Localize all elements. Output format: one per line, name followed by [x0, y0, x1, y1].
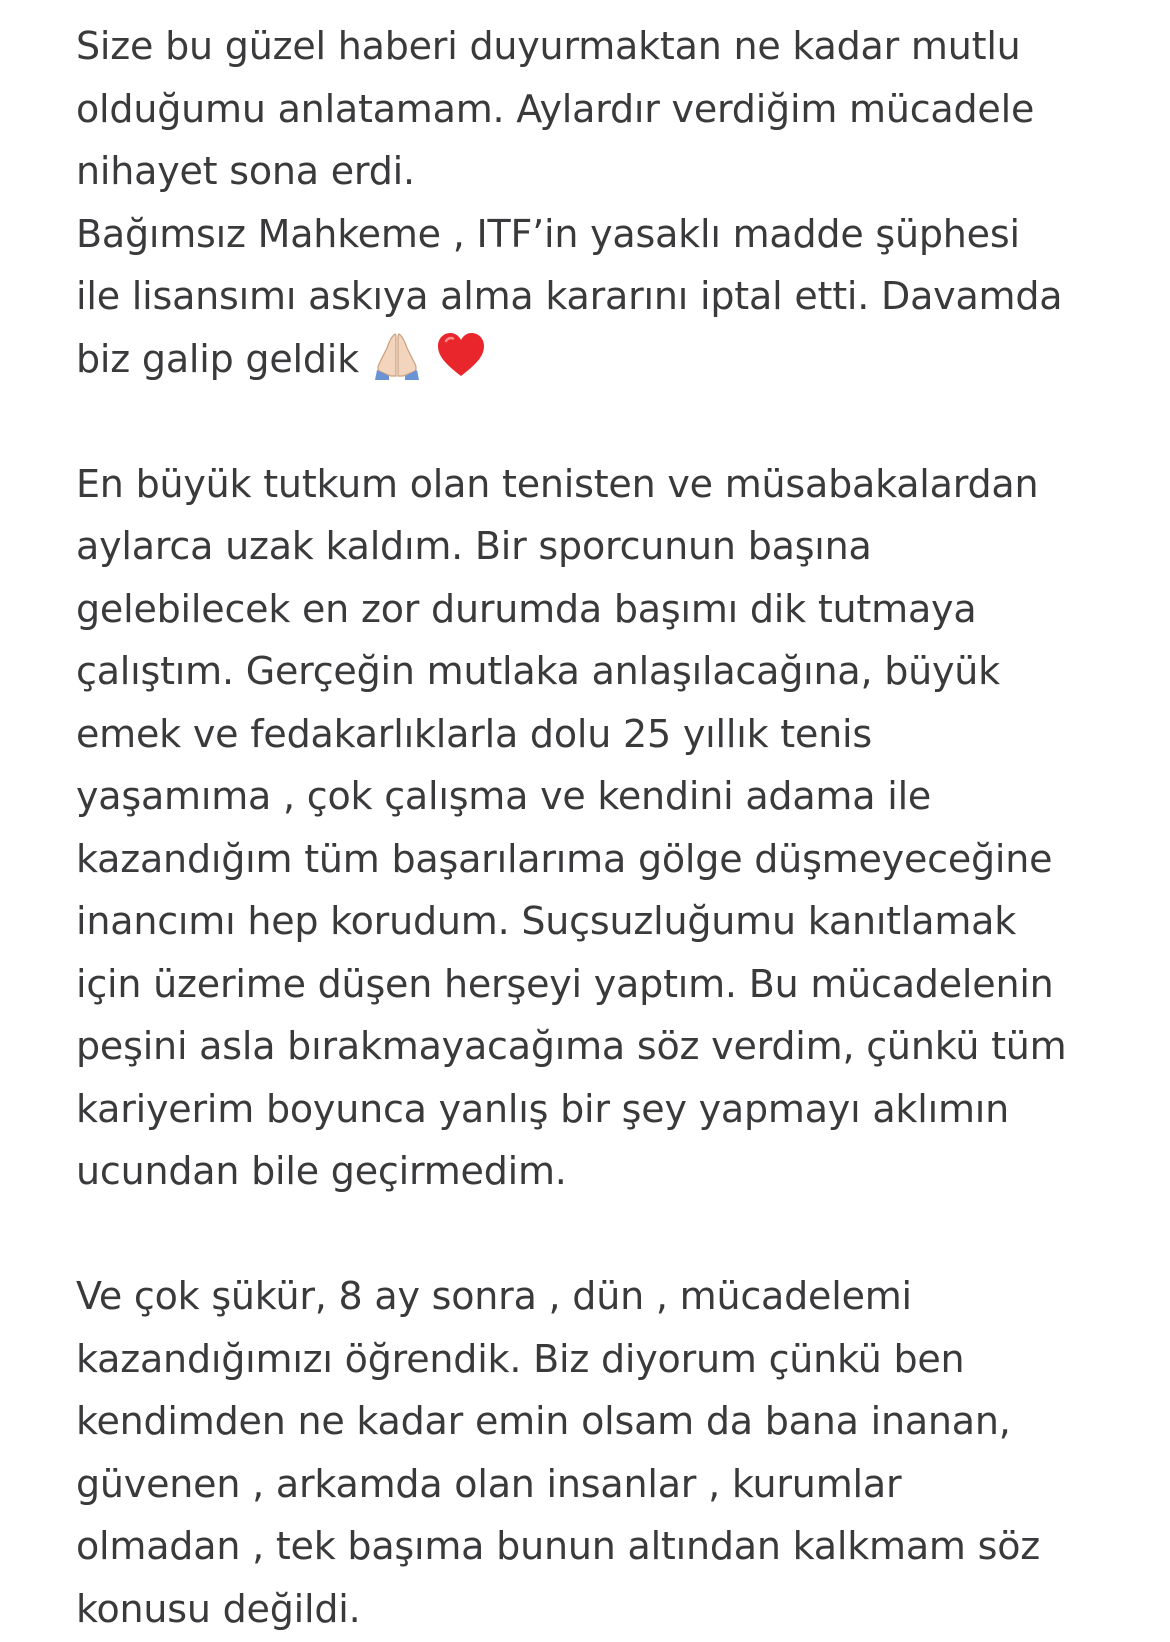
text-line: kendimden ne kadar emin olsam da bana inanan,: [76, 1399, 1011, 1443]
text-line: çalıştım. Gerçeğin mutlaka anlaşılacağına, büyük: [76, 649, 1000, 693]
paragraph-spacer: [76, 1203, 1156, 1266]
paragraph-2: [76, 453, 1156, 1203]
text-line: kazandığım tüm başarılarıma gölge düşmeyeceğine: [76, 836, 1053, 881]
text-line: ucundan bile geçirmedim.: [76, 1149, 567, 1193]
text-line: konusu değildi.: [76, 1586, 361, 1631]
note-body[interactable]: [76, 15, 1156, 1640]
text-line: için üzerime düşen herşeyi yaptım. Bu mücadelenin: [76, 961, 1054, 1006]
text-line: En büyük tutkum olan tenisten ve müsabakalardan: [76, 461, 1039, 506]
text-line-with-emoji: [76, 328, 1156, 391]
text-line: nihayet sona erdi.: [76, 149, 415, 193]
paragraph-1: [76, 15, 1156, 390]
text-line: yaşamıma , çok çalışma ve kendini adama ile: [76, 774, 932, 818]
text-line: olduğumu anlatamam. Aylardır verdiğim mücadele: [76, 86, 1035, 131]
text-line: Size bu güzel haberi duyurmaktan ne kadar mutlu: [76, 24, 1021, 68]
text-line: kariyerim boyunca yanlış bir şey yapmayı aklımın: [76, 1086, 1009, 1131]
text-line: aylarca uzak kaldım. Bir sporcunun başına: [76, 524, 872, 568]
text-line: ile lisansımı askıya alma kararını iptal etti. Davamda: [76, 274, 1063, 318]
text-line: peşini asla bırakmayacağıma söz verdim, çünkü tüm: [76, 1024, 1067, 1068]
text-line: inancımı hep korudum. Suçsuzluğumu kanıtlamak: [76, 899, 1017, 943]
text-line: Ve çok şükür, 8 ay sonra , dün , mücadelemi: [76, 1274, 912, 1318]
praying-hands-icon: [371, 330, 423, 399]
paragraph-3: [76, 1265, 1156, 1640]
text-line: biz galip geldik: [76, 336, 359, 381]
text-line: Bağımsız Mahkeme , ITF’in yasaklı madde şüphesi: [76, 211, 1020, 256]
text-line: kazandığımızı öğrendik. Biz diyorum çünkü ben: [76, 1336, 965, 1381]
text-line: gelebilecek en zor durumda başımı dik tutmaya: [76, 586, 977, 631]
red-heart-icon: [435, 330, 487, 399]
text-line: güvenen , arkamda olan insanlar , kurumlar: [76, 1461, 902, 1506]
text-line: olmadan , tek başıma bunun altından kalkmam söz: [76, 1524, 1041, 1568]
paragraph-spacer: [76, 390, 1156, 453]
text-line: emek ve fedakarlıklarla dolu 25 yıllık tenis: [76, 711, 872, 756]
